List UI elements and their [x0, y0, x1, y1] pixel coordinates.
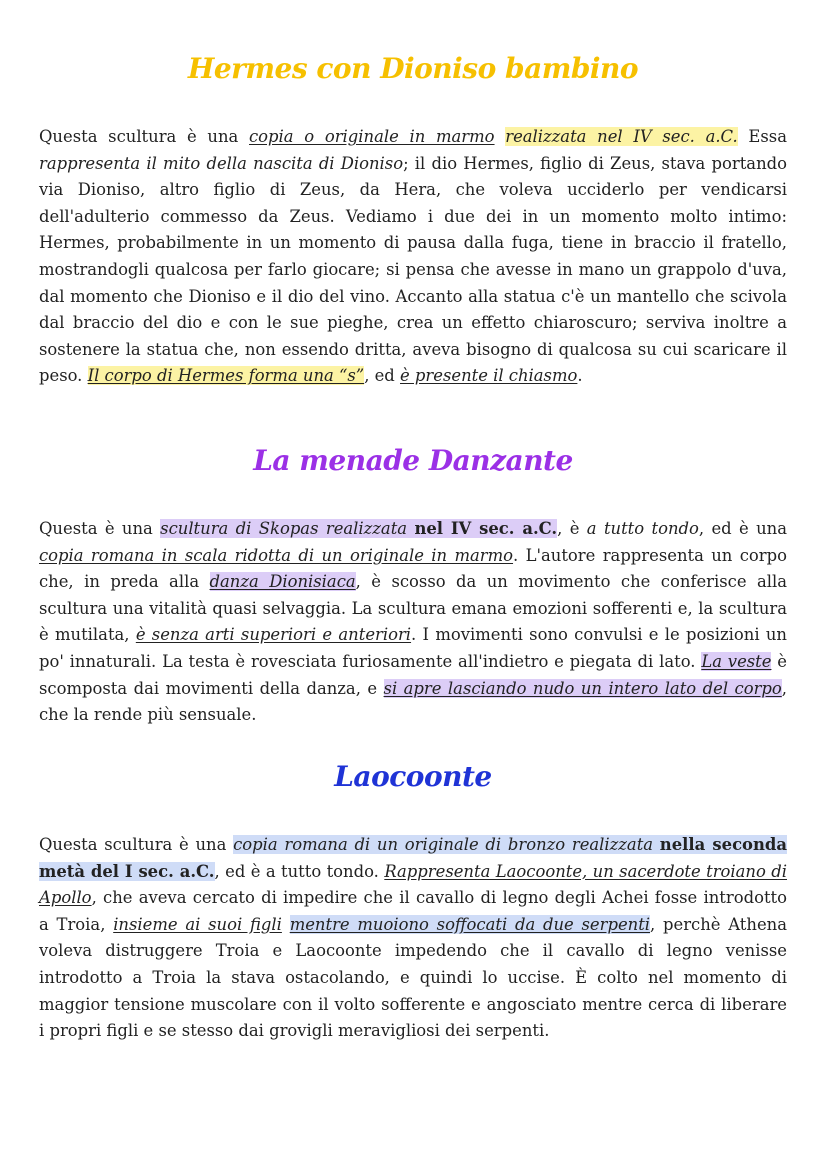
section-title-hermes: Hermes con Dioniso bambino	[187, 52, 639, 85]
paragraph-menade	[39, 516, 787, 729]
highlighted-phrase: mentre muoiono soffocati da due serpenti	[289, 914, 651, 934]
highlighted-phrase: scultura di Skopas realizzata	[160, 519, 415, 538]
text-run: . I movimenti sono convulsi e le posizioni un po' innaturali. La testa è rovesciata furiosamente all'indietro e piegata di lato.	[39, 625, 787, 671]
bold-highlighted-phrase: nella seconda metà del I sec. a.C.	[39, 835, 787, 881]
section-title-menade: La menade Danzante	[253, 444, 573, 477]
text-run: , è scosso da un movimento che conferisce alla scultura una vitalità quasi selvaggia. La scultura emana emozioni sofferenti e, la scultura è mutilata,	[39, 572, 787, 645]
text-run: , ed	[364, 366, 401, 386]
underlined-phrase: è senza arti superiori e anteriori	[135, 625, 412, 645]
highlighted-phrase: realizzata nel IV sec. a.C.	[505, 127, 738, 146]
text-run: , ed è a tutto tondo.	[214, 861, 385, 881]
underlined-phrase: è presente il chiasmo	[400, 366, 578, 386]
text-run	[282, 915, 290, 934]
text-run: , che la rende più sensuale.	[39, 678, 787, 725]
text-run: , è	[557, 519, 587, 538]
underlined-phrase: insieme ai suoi figli	[113, 914, 282, 934]
paragraph-hermes	[39, 124, 787, 390]
section-title-laocoonte: Laocoonte	[334, 760, 492, 793]
text-run: Essa	[737, 127, 787, 146]
italic-phrase: rappresenta il mito della nascita di Dioniso	[39, 153, 404, 173]
text-run: Questa scultura è una	[39, 127, 249, 146]
highlighted-phrase: Il corpo di Hermes forma una “s”	[87, 366, 365, 386]
highlighted-phrase: copia romana di un originale di bronzo realizzata	[233, 835, 660, 854]
italic-phrase: a tutto tondo	[586, 519, 699, 538]
text-run: , che aveva cercato di impedire che il cavallo di legno degli Achei fosse introdotto a Troia,	[39, 888, 787, 934]
highlighted-phrase: danza Dionisiaca	[209, 572, 356, 592]
text-run: è scomposta dai movimenti della danza, e	[39, 651, 787, 698]
underlined-phrase: Rappresenta Laocoonte, un sacerdote troiano di Apollo	[39, 861, 788, 908]
text-run: ; il dio Hermes, figlio di Zeus, stava portando via Dioniso, altro figlio di Zeus, da Hera, che voleva ucciderlo per vendicarsi dell'adulterio commesso da Zeus. Vediamo i due dei in un momento molto intimo: Hermes, probabilmente in un momento di pausa dalla fuga, tiene in braccio il fratello, mostrandogli qualcosa per farlo giocare; si pensa che avesse in mano un grappolo d'uva, dal momento che Dioniso e il dio del vino. Accanto alla statua c'è un mantello che scivola dal braccio del dio e con le sue pieghe, crea un effetto chiaroscuro; serviva inoltre a sostenere la statua che, non essendo dritta, aveva bisogno di qualcosa su cui scaricare il peso.	[39, 153, 787, 386]
text-run: .	[577, 366, 583, 386]
highlighted-phrase: si apre lasciando nudo un intero lato del corpo	[383, 678, 782, 698]
bold-highlighted-phrase: nel IV sec. a.C.	[414, 519, 558, 538]
underlined-phrase: copia romana in scala ridotta di un originale in marmo	[39, 545, 514, 565]
underlined-phrase: copia o originale in marmo	[249, 127, 495, 146]
highlighted-phrase: La veste	[701, 651, 772, 671]
text-run	[495, 127, 506, 146]
text-run: , perchè Athena voleva distruggere Troia e Laocoonte impedendo che il cavallo di legno venisse introdotto a Troia la stava ostacolando, e quindi lo uccise. È colto nel momento di maggior tensione muscolare con il volto sofferente e angosciato mentre cerca di liberare i propri figli e se stesso dai grovigli meravigliosi dei serpenti.	[39, 914, 787, 1041]
text-run: . L'autore rappresenta un corpo che, in preda alla	[39, 545, 787, 592]
text-run: Questa scultura è una	[39, 835, 234, 854]
text-run: Questa è una	[39, 519, 161, 538]
paragraph-laocoonte	[39, 832, 787, 1045]
text-run: , ed è una	[698, 519, 787, 538]
